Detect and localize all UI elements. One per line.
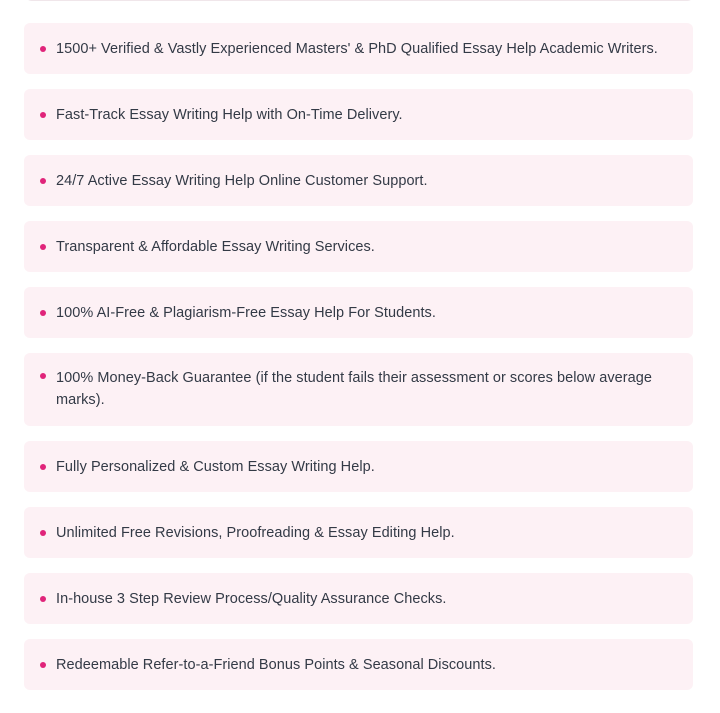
features-list [24,23,693,705]
feature-item [24,639,693,690]
feature-item [24,507,693,558]
feature-text: Fully Personalized & Custom Essay Writing Help. [56,458,375,475]
bullet-dot-icon [40,596,46,602]
feature-text: Unlimited Free Revisions, Proofreading & Essay Editing Help. [56,524,455,541]
feature-item [24,155,693,206]
feature-item [24,23,693,74]
feature-item [24,353,693,426]
bullet-dot-icon [40,46,46,52]
bullet-dot-icon [40,373,46,379]
feature-item [24,221,693,272]
feature-text: Fast-Track Essay Writing Help with On-Time Delivery. [56,106,403,123]
bullet-dot-icon [40,244,46,250]
bullet-dot-icon [40,464,46,470]
bullet-dot-icon [40,112,46,118]
bullet-dot-icon [40,530,46,536]
bullet-dot-icon [40,178,46,184]
feature-text: Transparent & Affordable Essay Writing Services. [56,238,375,255]
feature-text: 24/7 Active Essay Writing Help Online Customer Support. [56,172,428,189]
feature-text: Redeemable Refer-to-a-Friend Bonus Points & Seasonal Discounts. [56,656,496,673]
bullet-dot-icon [40,662,46,668]
feature-text: 100% AI-Free & Plagiarism-Free Essay Help For Students. [56,304,436,321]
feature-text: In-house 3 Step Review Process/Quality Assurance Checks. [56,590,447,607]
feature-item [24,573,693,624]
feature-item [24,441,693,492]
previous-card-edge [24,0,695,1]
feature-text: 1500+ Verified & Vastly Experienced Masters' & PhD Qualified Essay Help Academic Writers. [56,40,658,57]
feature-text: 100% Money-Back Guarantee (if the student fails their assessment or scores below average marks). [56,370,652,408]
bullet-dot-icon [40,310,46,316]
feature-item [24,89,693,140]
feature-item [24,287,693,338]
